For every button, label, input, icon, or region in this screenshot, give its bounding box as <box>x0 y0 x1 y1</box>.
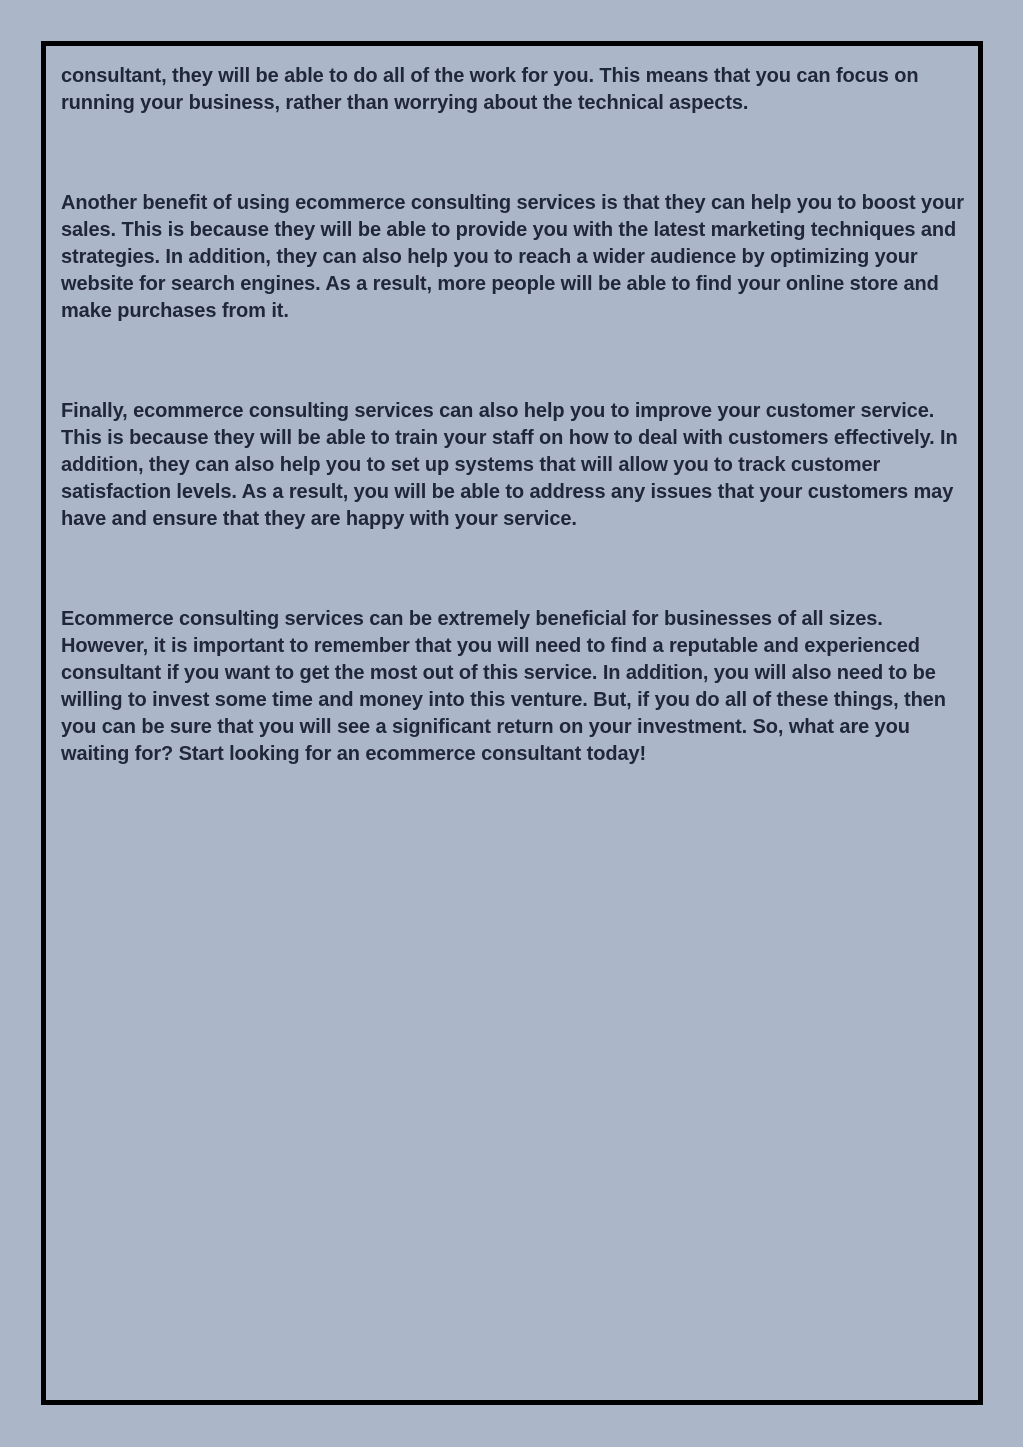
paragraph-spacer <box>61 117 966 190</box>
paragraph-2: Another benefit of using ecommerce consulting services is that they can help you to boost your sales. This is because they will be able to provide you with the latest marketing techniques and strategies. In addition, they can also help you to reach a wider audience by optimizing your website for search engines. As a result, more people will be able to find your online store and make purchases from it. <box>61 192 964 322</box>
paragraph-spacer <box>61 533 966 606</box>
paragraph-spacer <box>61 325 966 398</box>
page-frame <box>41 41 983 1405</box>
paragraph-1: consultant, they will be able to do all of the work for you. This means that you can focus on running your business, rather than worrying about the technical aspects. <box>61 65 919 114</box>
paragraph-4: Ecommerce consulting services can be extremely beneficial for businesses of all sizes. However, it is important to remember that you will need to find a reputable and experienced consultant if you want to get the most out of this service. In addition, you will also need to be willing to invest some time and money into this venture. But, if you do all of these things, then you can be sure that you will see a significant return on your investment. So, what are you waiting for? Start looking for an ecommerce consultant today! <box>61 608 946 765</box>
article-body <box>61 63 966 768</box>
paragraph-3: Finally, ecommerce consulting services can also help you to improve your customer service. This is because they will be able to train your staff on how to deal with customers effectively. In addition, they can also help you to set up systems that will allow you to track customer satisfaction levels. As a result, you will be able to address any issues that your customers may have and ensure that they are happy with your service. <box>61 400 958 530</box>
